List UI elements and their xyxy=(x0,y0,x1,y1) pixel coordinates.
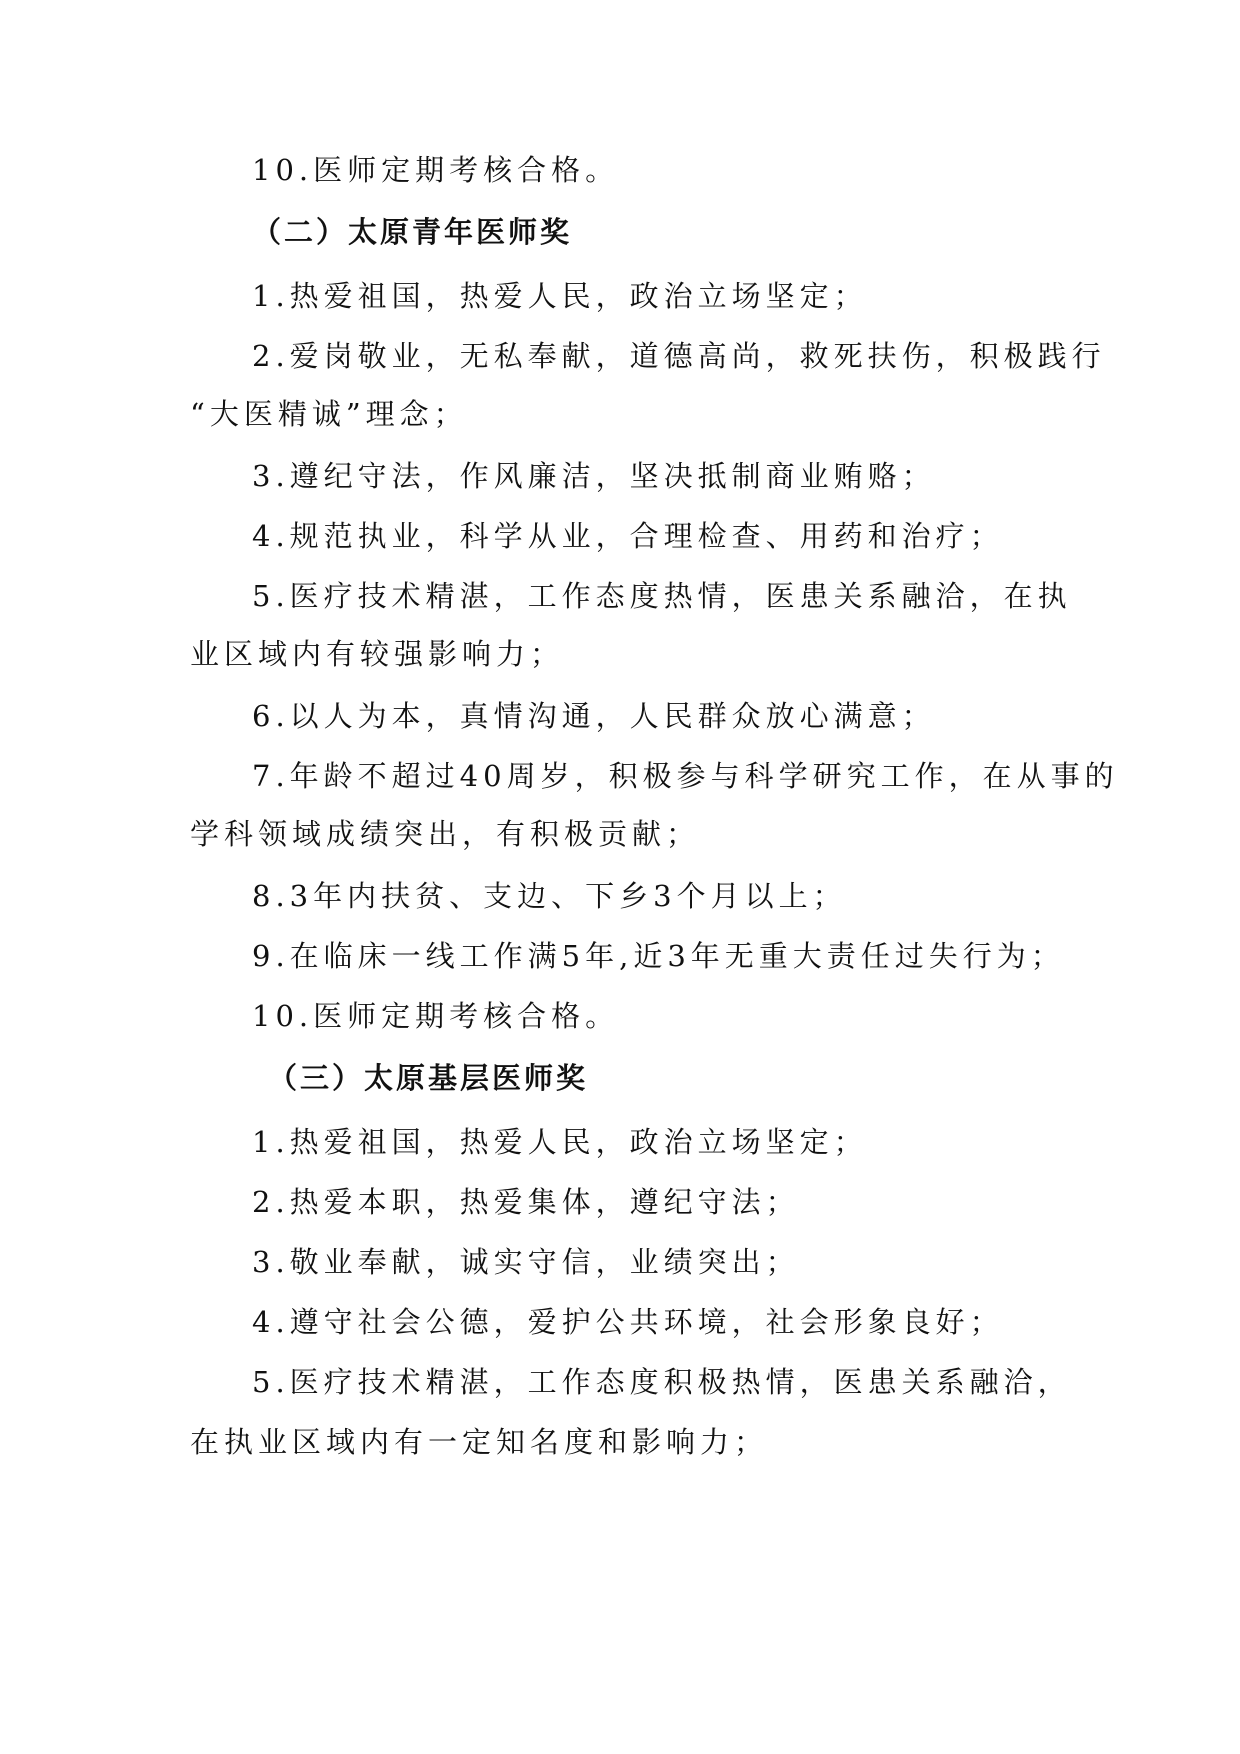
criterion-line: 4.规范执业，科学从业，合理检查、用药和治疗； xyxy=(252,519,1004,553)
criterion-line: 1.热爱祖国，热爱人民，政治立场坚定； xyxy=(252,1125,868,1159)
criterion-continuation: 学科领域成绩突出，有积极贡献； xyxy=(190,817,701,851)
criterion-continuation: 业区域内有较强影响力； xyxy=(190,637,565,671)
criterion-line: 2.爱岗敬业，无私奉献，道德高尚，救死扶伤，积极践行 xyxy=(252,339,1106,373)
criterion-line: 2.热爱本职，热爱集体，遵纪守法； xyxy=(252,1185,800,1219)
criterion-line: 4.遵守社会公德，爱护公共环境，社会形象良好； xyxy=(252,1305,1004,1339)
criterion-line: 9.在临床一线工作满5年,近3年无重大责任过失行为； xyxy=(252,939,1065,973)
criterion-continuation: “大医精诚”理念； xyxy=(190,397,468,431)
section-heading: （三）太原基层医师奖 xyxy=(268,1061,589,1095)
criterion-continuation: 在执业区域内有一定知名度和影响力； xyxy=(190,1425,769,1459)
criterion-line: 8.3年内扶贫、支边、下乡3个月以上； xyxy=(252,879,847,913)
criterion-line: 3.遵纪守法，作风廉洁，坚决抵制商业贿赂； xyxy=(252,459,936,493)
criterion-line: 7.年龄不超过40周岁，积极参与科学研究工作，在从事的 xyxy=(252,759,1119,793)
criterion-line: 1.热爱祖国，热爱人民，政治立场坚定； xyxy=(252,279,868,313)
criterion-line: 6.以人为本，真情沟通，人民群众放心满意； xyxy=(252,699,936,733)
criterion-line: 5.医疗技术精湛，工作态度热情，医患关系融洽，在执 xyxy=(252,579,1072,613)
criterion-line: 10.医师定期考核合格。 xyxy=(252,153,620,187)
criterion-line: 3.敬业奉献，诚实守信，业绩突出； xyxy=(252,1245,800,1279)
criterion-line: 10.医师定期考核合格。 xyxy=(252,999,620,1033)
criterion-line: 5.医疗技术精湛，工作态度积极热情，医患关系融洽， xyxy=(252,1365,1072,1399)
section-heading: （二）太原青年医师奖 xyxy=(252,215,573,249)
